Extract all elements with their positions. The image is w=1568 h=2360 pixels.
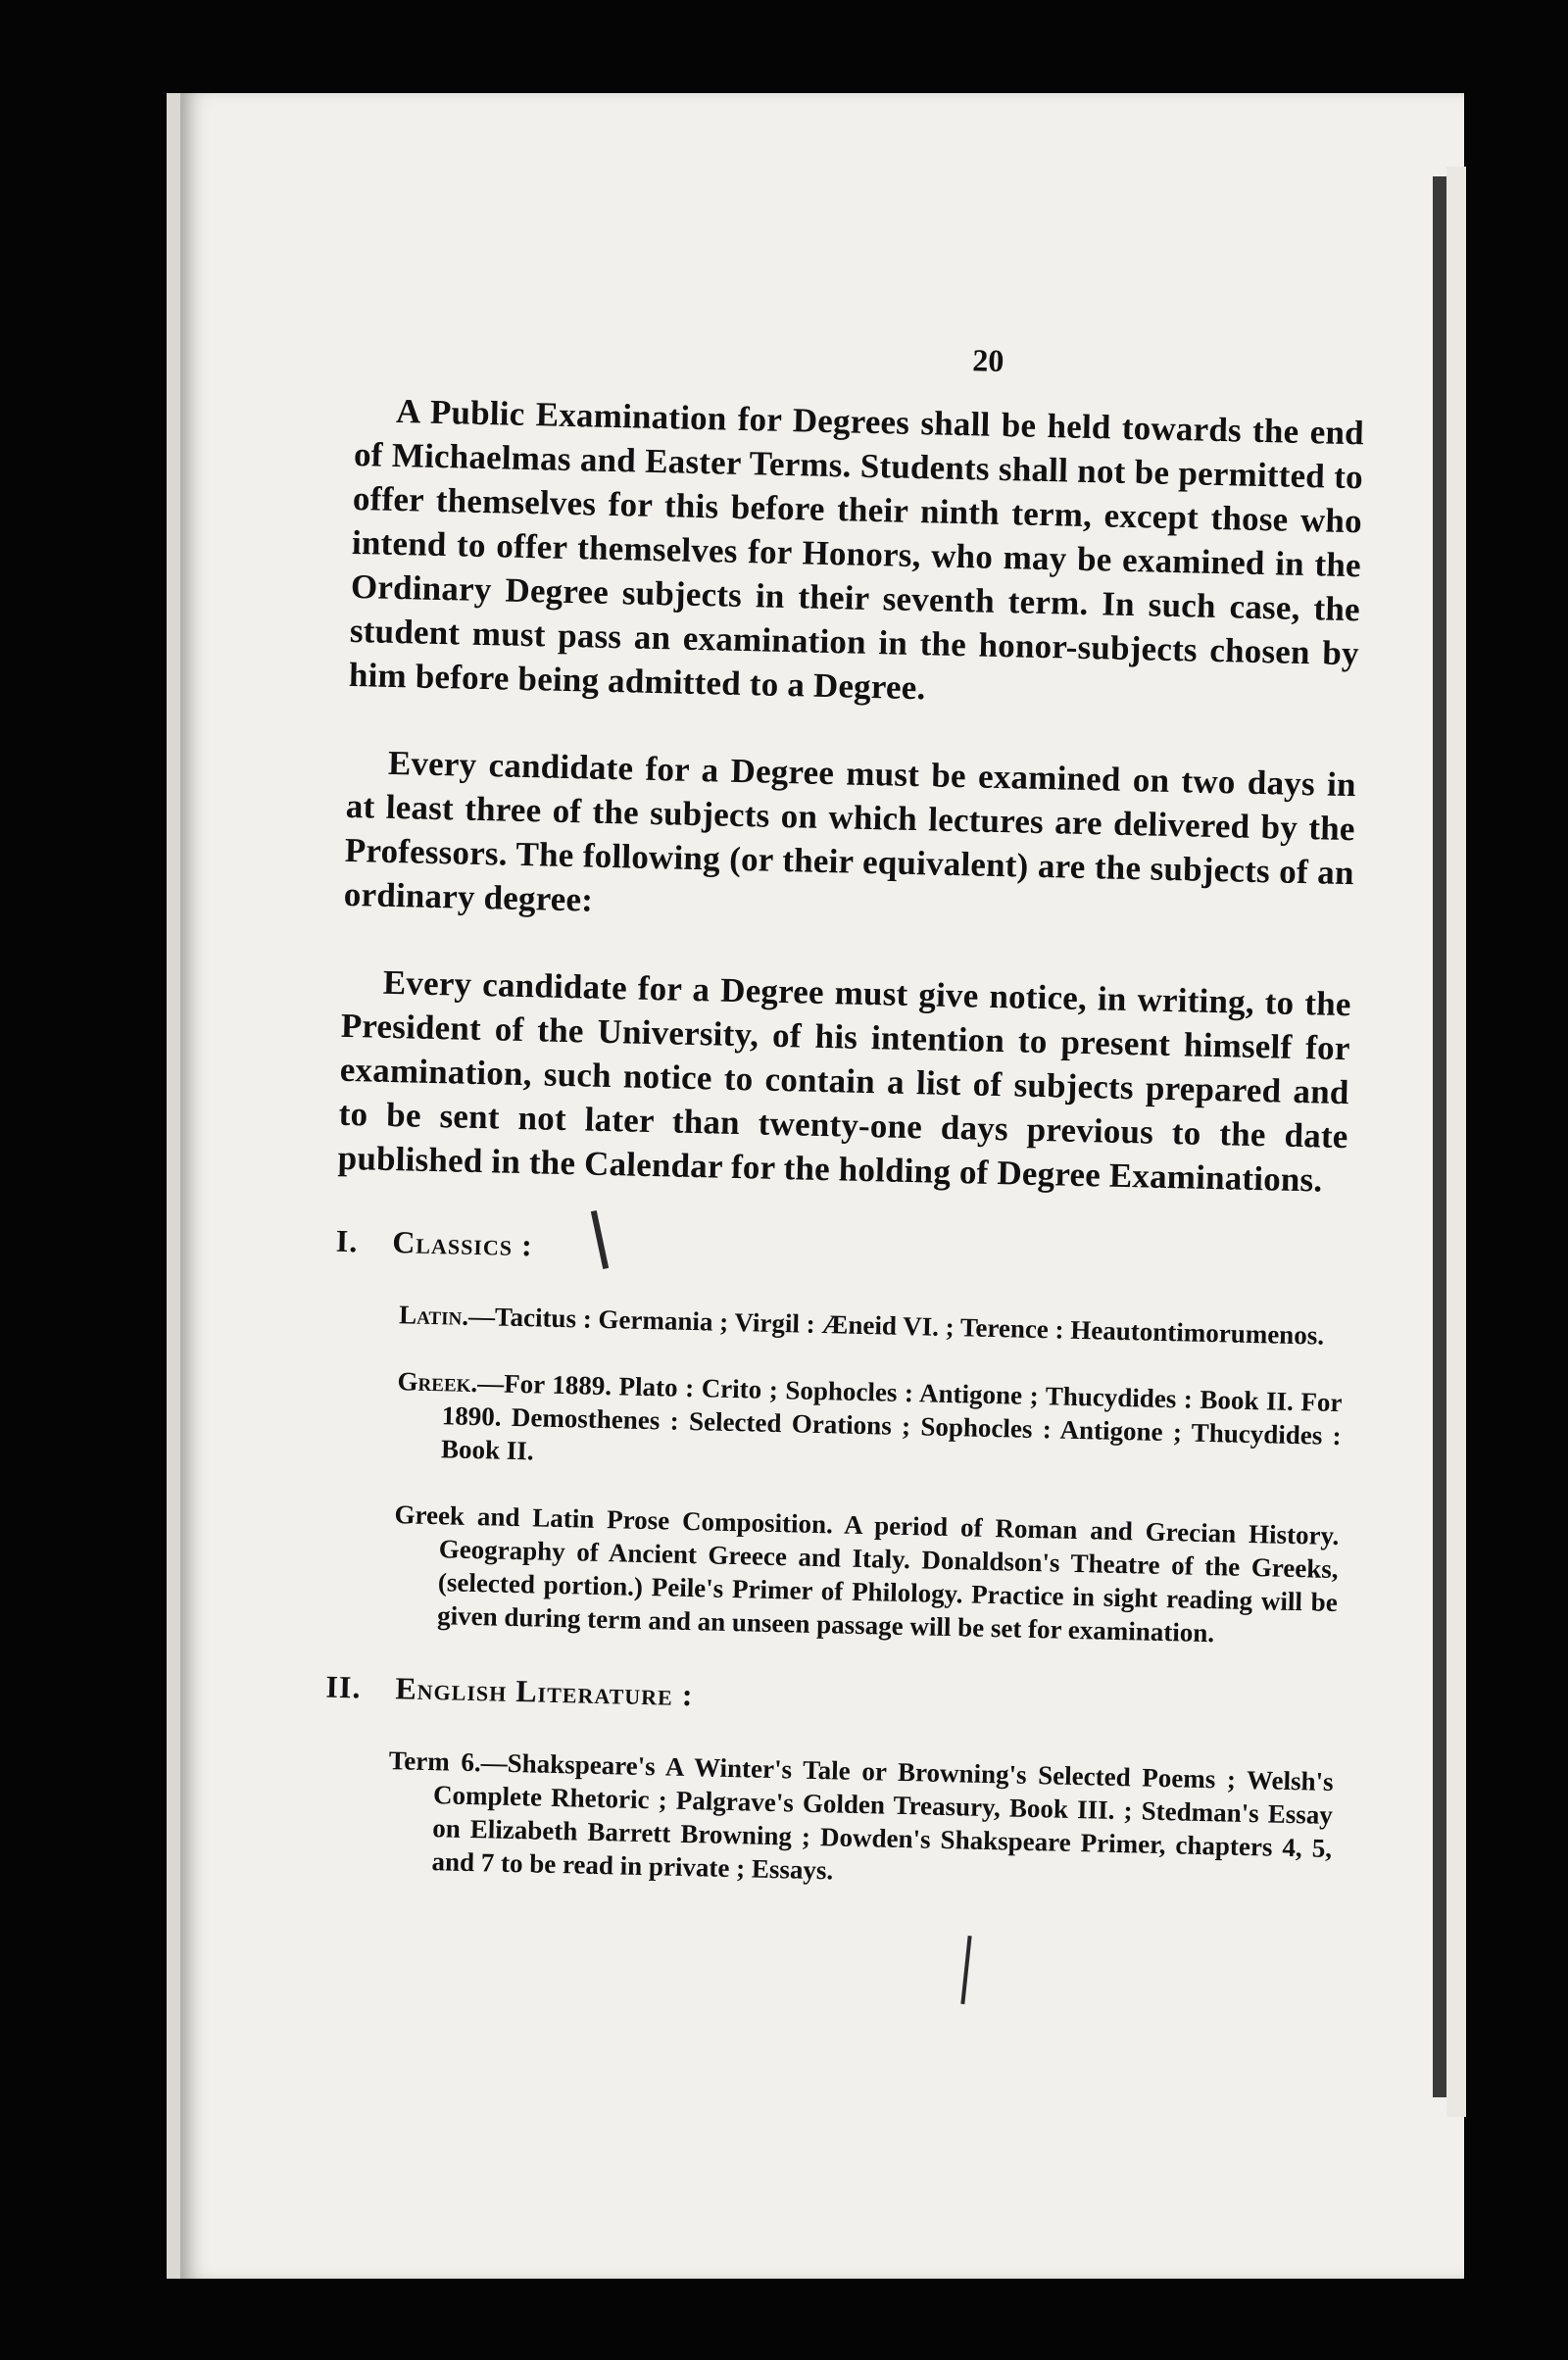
classics-latin bbox=[399, 1298, 1345, 1352]
page-edge bbox=[1433, 176, 1446, 2097]
section-numeral: II. bbox=[325, 1668, 362, 1705]
classics-greek bbox=[396, 1364, 1343, 1486]
section-title: English Literature : bbox=[395, 1670, 694, 1713]
paragraph-candidate-examined: Every candidate for a Degree must be examined on two days in at least three of the subjects on which lectures are delivered by the Professors. The following (or their equivalent) are the subjects of an ordinary degree: bbox=[343, 743, 1357, 919]
item-lead: Greek. bbox=[397, 1366, 478, 1399]
paragraph-public-examination: A Public Examination for Degrees shall be held towards the end of Michaelmas and Easter Terms. Students shall not be permitted to offer themselves for this before their ninth term, except those who intend to offer themselves for Honors, who may be examined in the Ordinary Degree subjects in their seventh term. In such case, the student must pass an examination in the honor-subjects chosen by him before being admitted to a Degree. bbox=[348, 391, 1365, 708]
item-lead: Latin. bbox=[398, 1300, 469, 1331]
classics-composition bbox=[392, 1498, 1340, 1652]
item-text: —Tacitus : Germania ; Virgil : Æneid VI. ; Terence : Heautontimorumenos. bbox=[467, 1301, 1325, 1351]
section-heading-english-literature bbox=[325, 1669, 1336, 1728]
english-term-6 bbox=[386, 1744, 1334, 1898]
item-text: Term 6.—Shakspeare's A Winter's Tale or Browning's Selected Poems ; Welsh's Complete Rhetoric ; Palgrave's Golden Treasury, Book III. ; Stedman's Essay on Elizabeth Barrett Browning ; Dowden's Shakspeare Primer, chapters 4, 5, and 7 to be read in private ; Essays. bbox=[388, 1745, 1334, 1886]
book-page bbox=[167, 93, 1464, 2279]
item-text: —For 1889. Plato : Crito ; Sophocles : Antigone ; Thucydides : Book II. For 1890. Demosthenes : Selected Orations ; Sophocles : Antigone ; Thucydides : Book II. bbox=[440, 1368, 1343, 1466]
section-numeral: I. bbox=[335, 1222, 359, 1259]
ink-mark bbox=[960, 1936, 971, 2004]
item-text: Greek and Latin Prose Composition. A period of Roman and Grecian History. Geography of Ancient Greece and Italy. Donaldson's Theatre of the Greeks, (selected portion.) Peile's Primer of Philology. Practice in sight reading will be given during term and an unseen passage will be set for examination. bbox=[394, 1500, 1340, 1648]
page-content bbox=[320, 328, 1365, 1932]
paragraph-candidate-notice: Every candidate for a Degree must give notice, in writing, to the President of the University, of his intention to present himself for examination, such notice to contain a list of subjects prepared and to be sent not later than twenty-one days previous to the date published in the Calendar for the holding of Degree Examinations. bbox=[337, 962, 1352, 1200]
page-right-strip bbox=[1446, 167, 1466, 2117]
section-title: Classics : bbox=[391, 1224, 534, 1263]
section-heading-classics bbox=[335, 1223, 1346, 1282]
page-number: 20 bbox=[972, 342, 1004, 378]
